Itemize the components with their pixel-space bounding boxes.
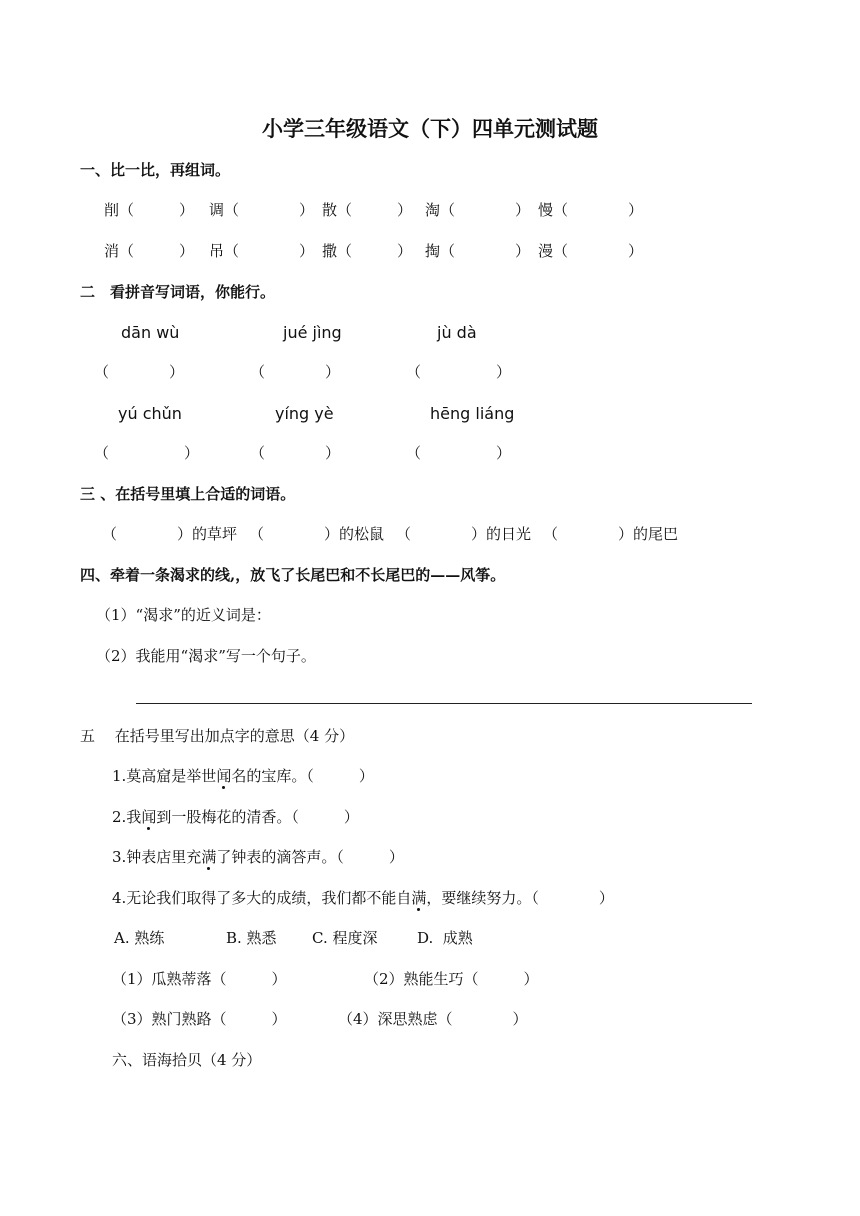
section-3-heading: 三 、在括号里填上合适的词语。 xyxy=(80,485,296,503)
answer-blank: （ ） xyxy=(94,363,185,381)
fill-item: （ ）的松鼠 xyxy=(249,525,385,543)
compare-item: 淘（ ） xyxy=(425,201,531,219)
answer-blank: （ ） xyxy=(94,444,200,462)
dotted-char-text: 满 xyxy=(411,889,427,907)
idiom-item: （1）瓜熟蒂落（ ） xyxy=(112,970,287,988)
section-2-heading: 二 看拼音写词语，你能行。 xyxy=(80,283,276,301)
sentence-item xyxy=(112,891,614,906)
emphasis-dot xyxy=(417,908,420,911)
emphasis-dot xyxy=(222,786,225,789)
dotted-char-text: 闻 xyxy=(141,808,157,826)
dotted-char xyxy=(201,850,216,865)
sentence-text: ，要继续努力。（ ） xyxy=(426,889,614,907)
sentence-item xyxy=(112,850,404,865)
question-1: （1）“渴求”的近义词是： xyxy=(96,606,271,624)
section-5-heading: 五 在括号里写出加点字的意思（4 分） xyxy=(80,727,355,745)
compare-item: 漫（ ） xyxy=(538,242,644,260)
idiom-item: （3）熟门熟路（ ） xyxy=(112,1010,287,1028)
sentence-text: 4.无论我们取得了多大的成绩，我们都不能自 xyxy=(112,889,412,907)
emphasis-dot xyxy=(207,867,210,870)
dotted-char xyxy=(411,891,426,906)
idiom-item: （4）深思熟虑（ ） xyxy=(338,1010,528,1028)
dotted-char xyxy=(216,769,231,784)
option-a: A. 熟练 xyxy=(114,929,165,947)
sentence-item xyxy=(112,769,374,784)
dotted-char-text: 闻 xyxy=(216,767,232,785)
section-4-heading: 四、牵着一条渴求的线,，放飞了长尾巴和不长尾巴的——风筝。 xyxy=(80,566,506,584)
question-2: （2）我能用“渴求”写一个句子。 xyxy=(96,647,316,665)
sentence-item xyxy=(112,810,359,825)
pinyin-item: jù dà xyxy=(437,323,477,342)
compare-item: 掏（ ） xyxy=(425,242,531,260)
compare-item: 消（ ） xyxy=(104,242,195,260)
dotted-char xyxy=(141,810,156,825)
option-b: B. 熟悉 xyxy=(226,929,277,947)
fill-item: （ ）的尾巴 xyxy=(543,525,679,543)
option-d: D. 成熟 xyxy=(417,929,473,947)
section-6-heading: 六、语海拾贝（4 分） xyxy=(112,1051,262,1069)
fill-item: （ ）的日光 xyxy=(396,525,532,543)
pinyin-item: yíng yè xyxy=(275,404,334,423)
compare-item: 慢（ ） xyxy=(538,201,644,219)
pinyin-item: yú chǔn xyxy=(118,404,182,423)
fill-item: （ ）的草坪 xyxy=(102,525,238,543)
answer-line xyxy=(136,703,752,704)
option-c: C. 程度深 xyxy=(312,929,378,947)
answer-blank: （ ） xyxy=(406,363,512,381)
sentence-text: 3.钟表店里充 xyxy=(112,848,202,866)
compare-item: 撒（ ） xyxy=(322,242,413,260)
sentence-text: 1.莫高窟是举世 xyxy=(112,767,217,785)
sentence-text: 2.我 xyxy=(112,808,142,826)
idiom-item: （2）熟能生巧（ ） xyxy=(364,970,539,988)
answer-blank: （ ） xyxy=(406,444,512,462)
page-title: 小学三年级语文（下）四单元测试题 xyxy=(262,116,598,141)
compare-item: 吊（ ） xyxy=(209,242,315,260)
dotted-char-text: 满 xyxy=(201,848,217,866)
answer-blank: （ ） xyxy=(250,363,341,381)
pinyin-item: dān wù xyxy=(121,323,180,342)
compare-item: 散（ ） xyxy=(322,201,413,219)
answer-blank: （ ） xyxy=(250,444,341,462)
section-1-heading: 一、比一比，再组词。 xyxy=(80,161,231,179)
emphasis-dot xyxy=(147,827,150,830)
sentence-text: 了钟表的滴答声。（ ） xyxy=(216,848,404,866)
pinyin-item: hēng liáng xyxy=(430,404,515,423)
sentence-text: 到一股梅花的清香。（ ） xyxy=(156,808,359,826)
compare-item: 削（ ） xyxy=(104,201,195,219)
sentence-text: 名的宝库。（ ） xyxy=(231,767,374,785)
compare-item: 调（ ） xyxy=(209,201,315,219)
pinyin-item: jué jìng xyxy=(283,323,342,342)
